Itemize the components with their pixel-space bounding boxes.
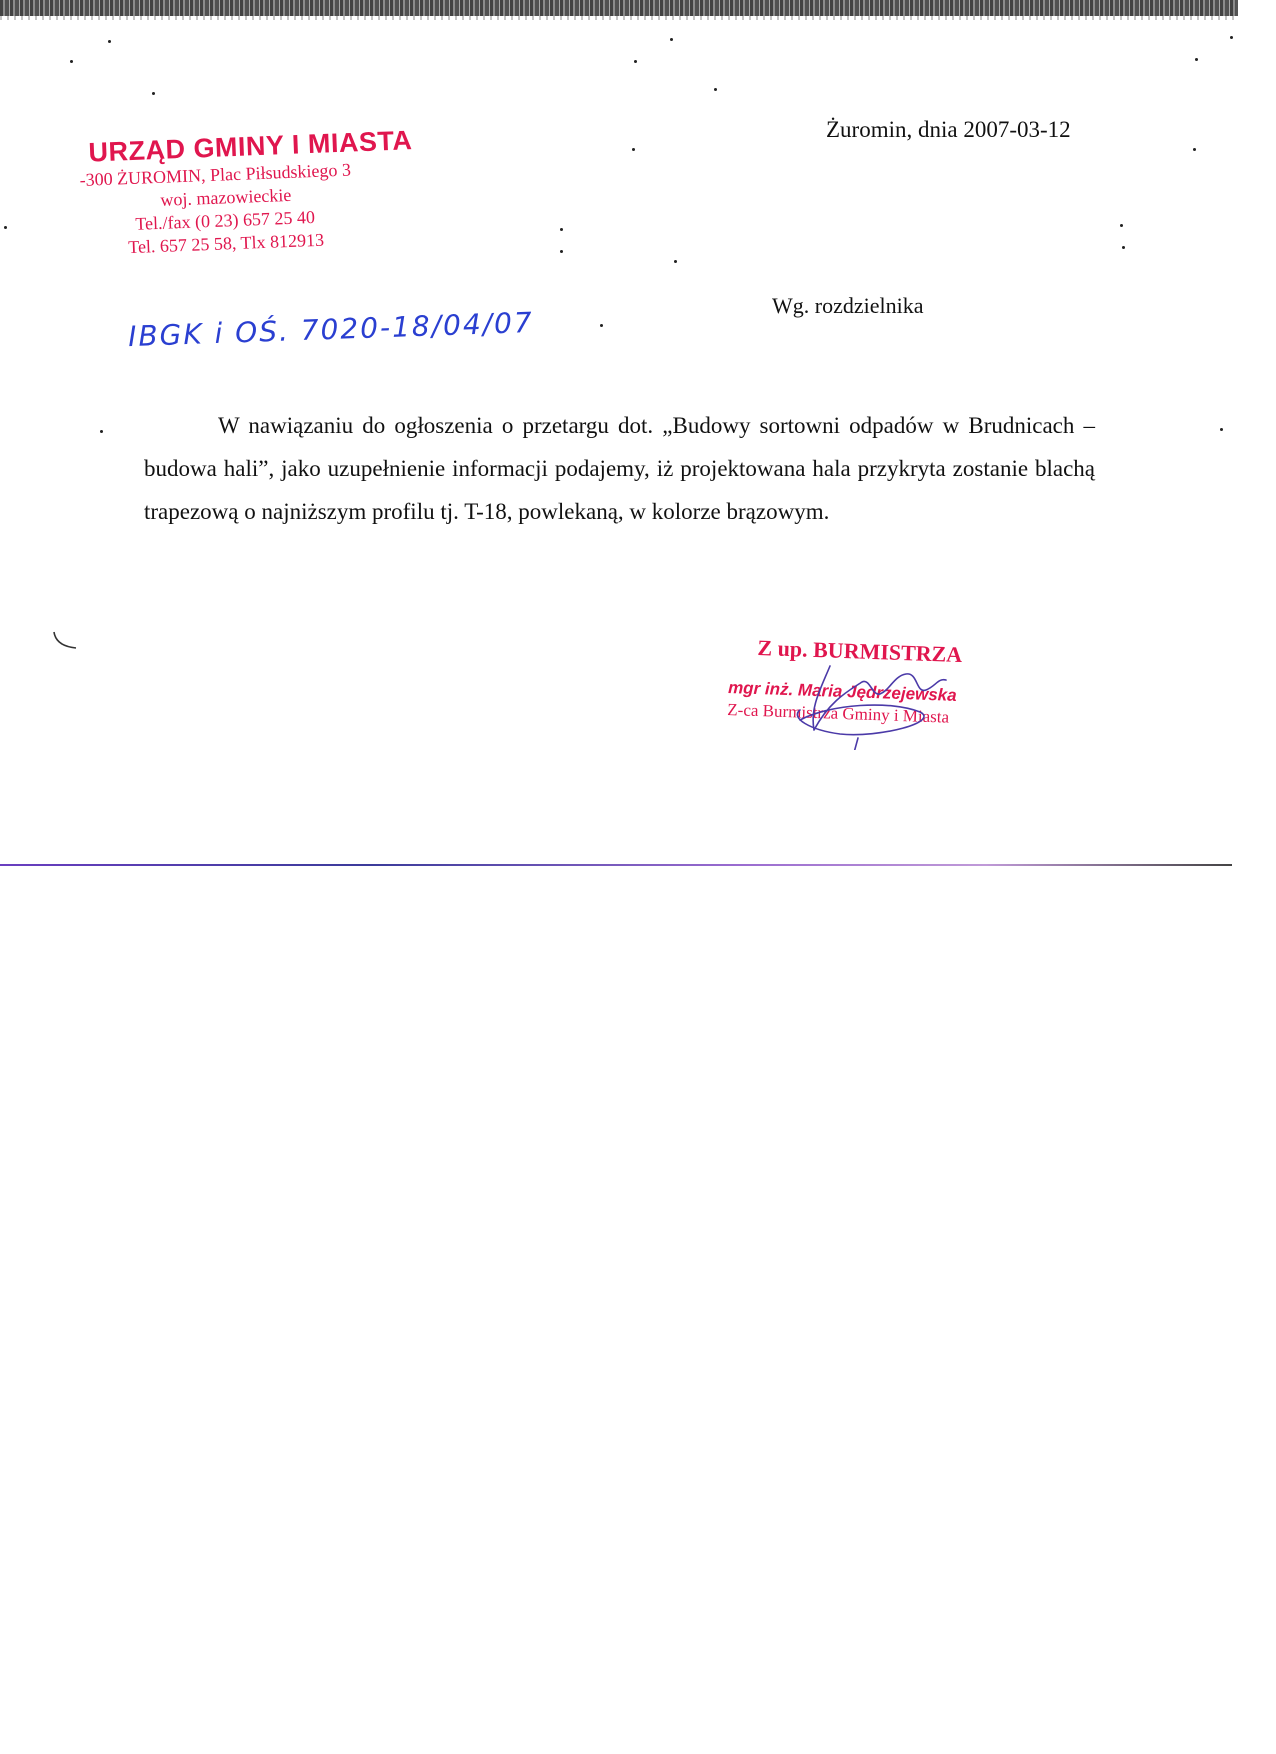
letter-recipient: Wg. rozdzielnika [772, 293, 924, 318]
signatory-role: Z-ca Burmistrza Gminy i Miasta [727, 699, 950, 727]
scan-speck [674, 260, 677, 263]
scan-speck [560, 228, 563, 231]
scan-speck [560, 250, 563, 253]
signatory-name: mgr inż. Maria Jędrzejewska [727, 677, 957, 705]
scan-top-edge [0, 0, 1236, 16]
scan-speck [1120, 224, 1123, 227]
scan-speck [600, 324, 603, 327]
scan-speck [1230, 36, 1233, 39]
scan-speck [108, 40, 111, 43]
scan-mark [52, 630, 78, 652]
scan-speck [1220, 428, 1223, 431]
scan-speck [714, 88, 717, 91]
stamp-phone-fax: Tel./fax (0 23) 657 25 40 [134, 206, 316, 234]
scan-speck [1195, 58, 1198, 61]
letter-body-text: W nawiązaniu do ogłoszenia o przetargu dot. „Budowy sortowni odpadów w Brudnicach – budowa hali”, jako uzupełnienie informacji podajemy, iż projektowana hala przykryta zostanie blachą trapezową o najniższym profilu tj. T-18, powlekaną, w kolorze brązowym. [144, 413, 1095, 524]
scan-speck [632, 148, 635, 151]
scan-speck [4, 226, 7, 229]
stamp-phone-telex: Tel. 657 25 58, Tlx 812913 [127, 229, 325, 258]
scan-speck [634, 60, 637, 63]
scan-speck [1193, 148, 1196, 151]
scan-speck [1122, 246, 1125, 249]
scan-speck [100, 430, 103, 433]
stamp-title: URZĄD GMINY I MIASTA [87, 125, 413, 168]
handwritten-signature [760, 660, 960, 750]
stamp-region: woj. mazowieckie [160, 184, 292, 210]
scan-speck [70, 60, 73, 63]
reference-number: IBGK i OŚ. 7020-18/04/07 [127, 305, 535, 354]
scan-bottom-edge [0, 864, 1232, 866]
office-stamp [78, 125, 422, 261]
scan-speck [152, 92, 155, 95]
letter-date: Żuromin, dnia 2007-03-12 [826, 117, 1071, 142]
signature-heading: Z up. BURMISTRZA [757, 634, 963, 668]
scan-right-edge [1236, 0, 1238, 16]
scan-speck [670, 38, 673, 41]
letter-body [144, 404, 1095, 533]
stamp-address: -300 ŻUROMIN, Plac Piłsudskiego 3 [79, 159, 352, 190]
